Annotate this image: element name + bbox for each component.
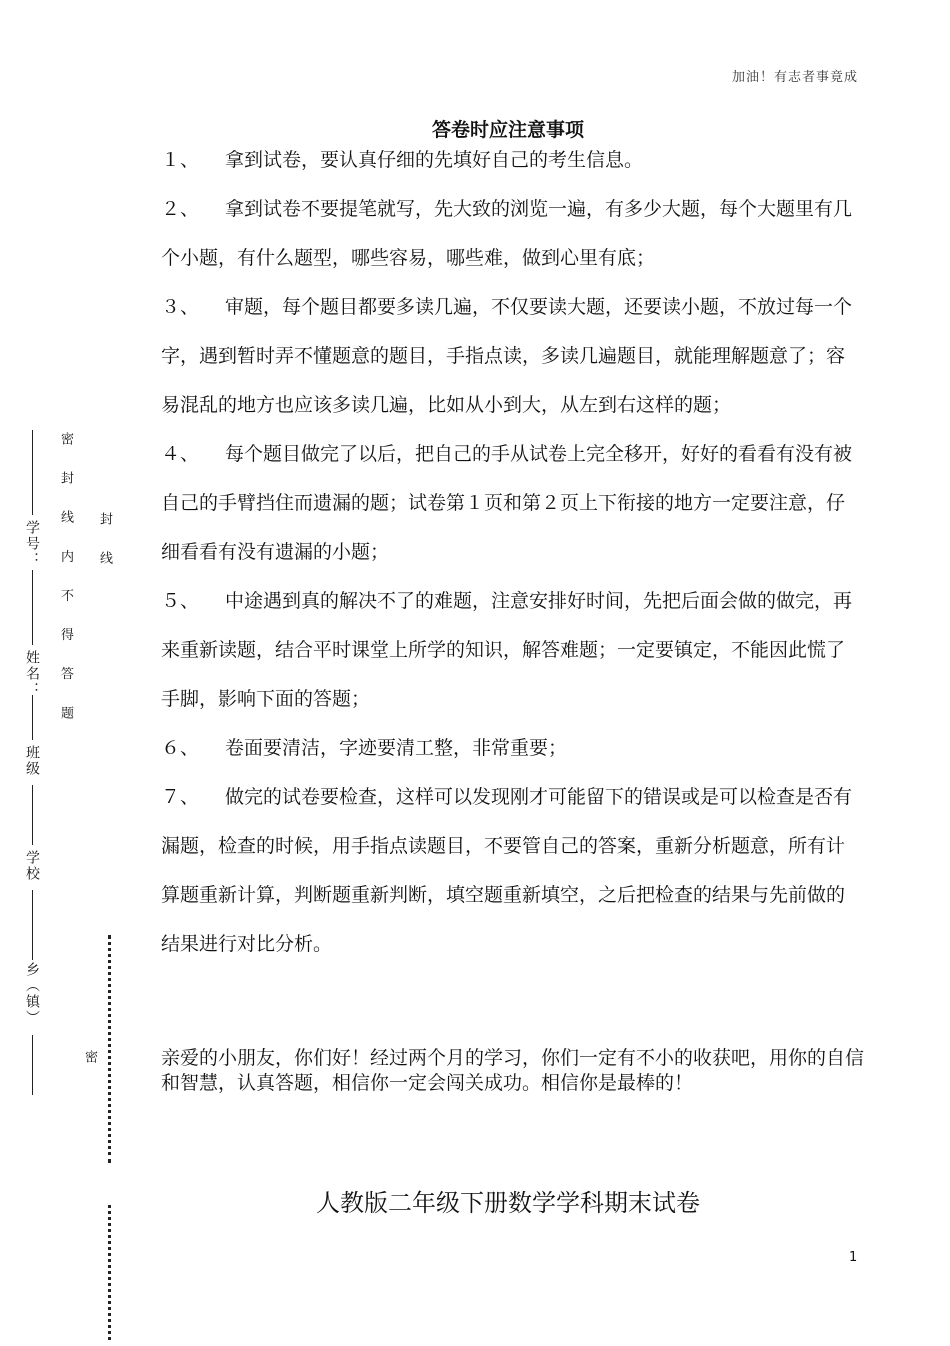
seal-notice: 密 封 线 内 不 得 答 题: [58, 432, 73, 730]
student-id-label: 学号：: [24, 520, 40, 568]
list-item: [161, 185, 861, 283]
school-line: [32, 785, 33, 845]
list-item: [161, 136, 861, 185]
list-item: [161, 283, 861, 430]
list-item: [161, 724, 861, 773]
seal-dotted-line-upper: [108, 935, 111, 1163]
town-label: 乡（镇）: [24, 962, 40, 1026]
school-label: 学校: [24, 850, 40, 882]
item-number: ６、: [161, 737, 200, 759]
class-line: [32, 695, 33, 740]
header-motto: 加油！有志者事竟成: [731, 70, 858, 85]
exam-title: 人教版二年级下册数学学科期末试卷: [316, 1189, 700, 1217]
item-text: 卷面要清洁，字迹要清工整，非常重要；: [225, 737, 568, 759]
list-item: [161, 577, 861, 724]
seal-line-label: 封 线: [97, 512, 112, 576]
item-text: 每个题目做完了以后，把自己的手从试卷上完全移开，好好的看看有没有被自己的手臂挡住而遗漏的题；试卷第１页和第２页上下衔接的地方一定要注意，仔细看看有没有遗漏的小题；: [161, 443, 853, 563]
list-item: [161, 773, 861, 969]
item-text: 拿到试卷不要提笔就写，先大致的浏览一遍，有多少大题，每个大题里有几个小题，有什么题型，哪些容易，哪些难，做到心里有底；: [161, 198, 853, 269]
class-label: 班级: [24, 745, 40, 777]
item-number: ４、: [161, 443, 200, 465]
list-item: [161, 430, 861, 577]
item-number: ７、: [161, 786, 200, 808]
student-id-line: [32, 430, 33, 515]
page-title: 答卷时应注意事项: [431, 119, 584, 141]
seal-mark: 密: [82, 1050, 97, 1074]
item-number: １、: [161, 149, 200, 171]
item-number: ５、: [161, 590, 200, 612]
greeting-paragraph: 亲爱的小朋友，你们好！经过两个月的学习，你们一定有不小的收获吧，用你的自信和智慧，认真答题，相信你一定会闯关成功。相信你是最棒的！: [161, 1047, 865, 1094]
name-label: 姓名：: [24, 650, 40, 698]
item-text: 审题，每个题目都要多读几遍，不仅要读大题，还要读小题，不放过每一个字，遇到暂时弄不懂题意的题目，手指点读，多读几遍题目，就能理解题意了；容易混乱的地方也应该多读几遍，比如从小到大，从左到右这样的题；: [161, 296, 853, 416]
item-number: ３、: [161, 296, 200, 318]
name-line: [32, 570, 33, 645]
notice-list: [161, 136, 861, 969]
item-text: 中途遇到真的解决不了的难题，注意安排好时间，先把后面会做的做完，再来重新读题，结合平时课堂上所学的知识，解答难题；一定要镇定，不能因此慌了手脚，影响下面的答题；: [161, 590, 853, 710]
item-text: 拿到试卷，要认真仔细的先填好自己的考生信息。: [225, 149, 644, 171]
town-line-bottom: [32, 1035, 33, 1095]
item-number: ２、: [161, 198, 200, 220]
page-number: 1: [849, 1250, 858, 1265]
town-line-top: [32, 890, 33, 960]
seal-dotted-line-lower: [108, 1205, 111, 1340]
item-text: 做完的试卷要检查，这样可以发现刚才可能留下的错误或是可以检查是否有漏题，检查的时候，用手指点读题目，不要管自己的答案，重新分析题意，所有计算题重新计算，判断题重新判断，填空题重新填空，之后把检查的结果与先前做的结果进行对比分析。: [161, 786, 853, 955]
